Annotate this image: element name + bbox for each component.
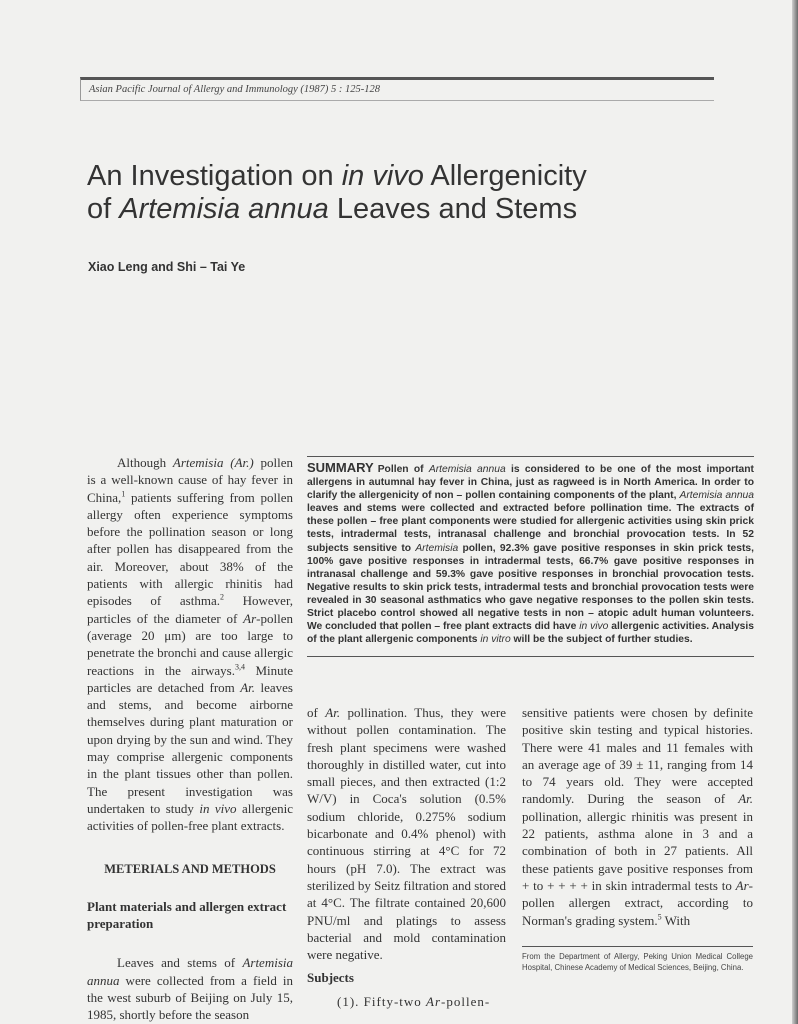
italic-text: Ar (426, 993, 442, 1009)
journal-header (80, 77, 714, 101)
italic-text: Ar. (240, 679, 256, 695)
reference-superscript: 3,4 (234, 662, 245, 672)
italic-text: Artemisia (Ar.) (172, 455, 254, 470)
methods-paragraph-continued (307, 704, 506, 963)
italic-text: in vitro (480, 634, 511, 646)
reference-superscript: 2 (219, 593, 224, 603)
text-segment: sensitive patients were chosen by definite positive skin testing and typical histories. There were 41 males and 11 females with an average age of 39 ± 11, ranging from 14 to 74 years old. They were accepted randomly. During the season of (522, 705, 753, 807)
subjects-paragraph (307, 993, 506, 1010)
subsection-heading: Subjects (307, 970, 354, 986)
text-segment: -pollen allergen extract, according to Norman's grading system. (522, 877, 753, 928)
reference-superscript: 1 (121, 489, 126, 499)
summary-text (307, 464, 754, 645)
text-segment: allergenic activities of pollen-free plant extracts. (87, 800, 293, 834)
title-text: of (87, 193, 120, 225)
reference-superscript: 5 (657, 912, 662, 922)
text-segment: -pollen (average 20 μm) are too large to penetrate the bronchi and cause allergic reactions in the airways. (87, 610, 293, 678)
summary-heading: SUMMARY (307, 460, 374, 475)
subjects-paragraph-continued (522, 704, 753, 929)
text-segment: of (307, 705, 326, 720)
text-segment: pollen is a well-known cause of hay fever in China, (87, 455, 293, 505)
italic-text: in vivo (199, 800, 237, 816)
text-segment: allergenic activities. Analysis of the plant allergenic components (307, 621, 754, 646)
title-italic: in vivo (341, 160, 424, 192)
text-segment: Minute particles are detached from (87, 662, 293, 695)
scan-edge (792, 0, 798, 1024)
title-italic: Artemisia annua (119, 193, 329, 225)
text-segment: patients suffering from pollen allergy often experience symptoms before the pollination season or long after pollen has disappeared from the air. Moreover, about 38% of the patients with allergic rhinitis had episodes of asthma. (87, 489, 293, 609)
text-segment: pollen, 92.3% gave positive responses in skin prick tests, 100% gave positive responses in intradermal tests, 66.7% gave positive responses in intranasal challenge and 59.3% gave positive responses in bronchial provocation tests. Negative results to skin prick tests, intradermal tests and bronchial provocation tests were revealed in 30 seasonal asthmatics who gave negative responses to the pollen skin tests. Strict placebo control showed all negative tests in non – atopic adult human volunteers. We concluded that pollen – free plant extracts did have (307, 542, 754, 633)
italic-text: Artemisia annua (428, 464, 506, 475)
italic-text: Ar (243, 610, 257, 626)
left-column (87, 454, 293, 1024)
text-segment: Leaves and stems of (117, 955, 243, 971)
text-segment: leaves and stems, and become airborne themselves during plant maturation or upon drying by the sun and wind. They may comprise allergenic components in the plant tissues other than pollen. The present investigation was undertaken to study (87, 679, 293, 816)
italic-text: Artemisia (415, 542, 459, 554)
text-segment: Although (117, 455, 173, 470)
text-segment: is considered to be one of the most important allergens in autumnal hay fever in China, just as ragweed is in North America. In order to clarify the allergenicity of non – pollen containing components of the plant, (307, 464, 754, 502)
introduction-paragraph (87, 454, 293, 835)
italic-text: Artemisia annua (87, 955, 293, 988)
title-text: Leaves and Stems (328, 193, 578, 225)
italic-text: Ar. (325, 705, 341, 720)
italic-text: Ar (735, 877, 749, 893)
authors: Xiao Leng and Shi – Tai Ye (88, 260, 246, 274)
article-title (87, 160, 727, 226)
affiliation-footnote: From the Department of Allergy, Peking Union Medical College Hospital, Chinese Academy of Medical Sciences, Beijing, China. (522, 946, 753, 973)
text-segment: were collected from a field in the west suburb of Beijing on July 15, 1985, shortly before the season (87, 972, 293, 1023)
methods-paragraph (87, 954, 293, 1023)
title-text: An Investigation on (87, 160, 342, 192)
text-segment: pollination. Thus, they were without pollen contamination. The fresh plant specimens were washed thoroughly in distilled water, cut into small pieces, and then extracted (1:2 W/V) in Coca's solution (0.5% sodium chloride, 0.275% sodium bicarbonate and 0.4% phenol) with continuous stirring at 4°C for 72 hours (pH 7.0). The extract was sterilized by Seitz filtration and stored at 4°C. The filtrate contained 20,600 PNU/ml and platings to assess bacterial and mold contamination were negative. (307, 705, 506, 963)
italic-text: in vivo (579, 621, 609, 633)
text-segment: leaves and stems were collected and extracted before pollination time. The extracts of these pollen – free plant components were studied for allergenic activities using skin prick tests, intradermal tests, intranasal challenge and bronchial provocation tests. In 52 subjects sensitive to (307, 503, 754, 554)
subsection-heading: Plant materials and allergen extract preparation (87, 898, 287, 932)
italic-text: Ar. (738, 791, 753, 807)
text-segment: However, particles of the diameter of (87, 593, 294, 626)
summary-abstract (307, 456, 754, 657)
text-segment: -pollen- (441, 993, 491, 1009)
text-segment: pollination, allergic rhinitis was present in 22 patients, asthma alone in 3 and a combination of both in 27 patients. All these patients gave positive responses from + to + + + + in skin intradermal tests to (522, 808, 753, 893)
text-segment: With (661, 912, 691, 928)
text-segment: will be the subject of further studies. (510, 634, 693, 646)
middle-column (307, 704, 506, 1010)
journal-citation: Asian Pacific Journal of Allergy and Immunology (1987) 5 : 125-128 (89, 84, 381, 95)
text-segment: (1). Fifty-two (337, 993, 427, 1009)
section-heading: METERIALS AND METHODS (104, 861, 276, 876)
title-text: Allergenicity (423, 160, 587, 192)
right-column (522, 704, 753, 929)
italic-text: Artemisia annua (679, 490, 755, 502)
text-segment: Pollen of (377, 464, 429, 475)
